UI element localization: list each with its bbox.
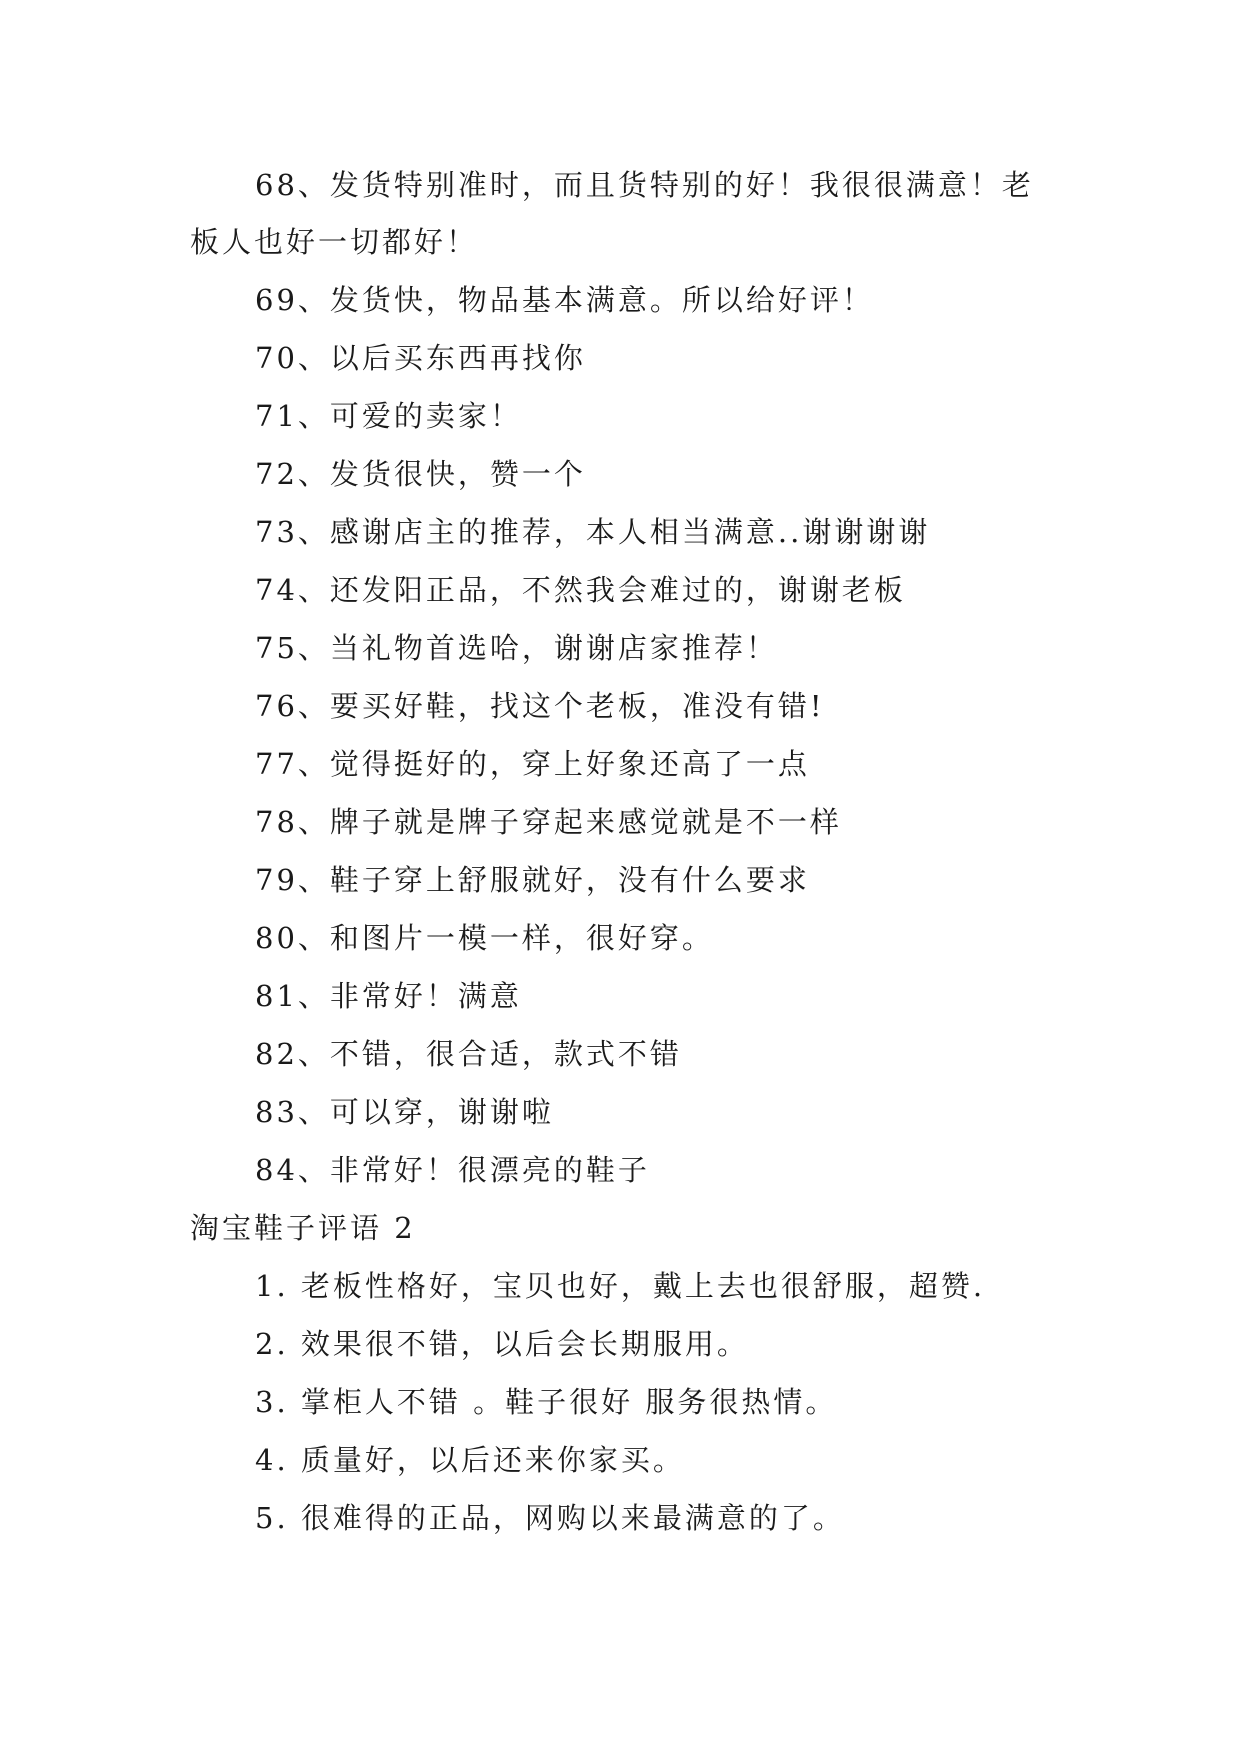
item-number: 69、 — [255, 283, 330, 317]
list-item — [255, 1498, 845, 1538]
list-item — [255, 1092, 554, 1132]
item-text: 很难得的正品，网购以来最满意的了。 — [300, 1501, 845, 1535]
list-item — [255, 396, 522, 436]
item-number: 5. — [255, 1501, 289, 1535]
section-title: 淘宝鞋子评语 2 — [190, 1211, 416, 1245]
item-number: 74、 — [255, 573, 330, 607]
item-text: 质量好，以后还来你家买。 — [300, 1443, 685, 1477]
item-number: 68、 — [255, 168, 330, 202]
item-text: 非常好！满意 — [329, 979, 522, 1013]
item-text: 以后买东西再找你 — [329, 341, 586, 375]
list-item — [255, 570, 906, 610]
item-text: 老板性格好，宝贝也好，戴上去也很舒服，超赞. — [300, 1269, 986, 1303]
list-item — [255, 512, 930, 552]
item-text: 发货特别准时，而且货特别的好！我很很满意！老 — [329, 168, 1034, 202]
item-text: 牌子就是牌子穿起来感觉就是不一样 — [329, 805, 842, 839]
list-item — [255, 165, 1034, 205]
list-item — [255, 1034, 682, 1074]
item-text: 要买好鞋，找这个老板，准没有错! — [329, 689, 825, 723]
item-text: 不错，很合适，款式不错 — [329, 1037, 682, 1071]
item-number: 71、 — [255, 399, 330, 433]
item-text: 发货很快，赞一个 — [329, 457, 586, 491]
item-number: 78、 — [255, 805, 330, 839]
item-text: 可爱的卖家！ — [329, 399, 522, 433]
item-number: 75、 — [255, 631, 330, 665]
list-item — [255, 454, 586, 494]
item-number: 70、 — [255, 341, 330, 375]
item-number: 2. — [255, 1327, 289, 1361]
list-item — [255, 918, 714, 958]
item-number: 76、 — [255, 689, 330, 723]
item-number: 77、 — [255, 747, 330, 781]
item-text: 觉得挺好的，穿上好象还高了一点 — [329, 747, 810, 781]
item-text: 当礼物首选哈，谢谢店家推荐！ — [329, 631, 778, 665]
item-number: 73、 — [255, 515, 330, 549]
item-number: 80、 — [255, 921, 330, 955]
item-text: 发货快，物品基本满意。所以给好评！ — [329, 283, 874, 317]
item-text: 非常好！很漂亮的鞋子 — [329, 1153, 650, 1187]
item-number: 79、 — [255, 863, 330, 897]
list-item — [255, 1150, 650, 1190]
list-item — [255, 628, 778, 668]
item-text: 和图片一模一样，很好穿。 — [329, 921, 714, 955]
item-number: 4. — [255, 1443, 289, 1477]
item-text: 效果很不错，以后会长期服用。 — [300, 1327, 749, 1361]
list-item — [255, 338, 586, 378]
item-text: 掌柜人不错 。鞋子很好 服务很热情。 — [300, 1385, 838, 1419]
item-text: 感谢店主的推荐，本人相当满意..谢谢谢谢 — [329, 515, 931, 549]
list-item — [255, 802, 842, 842]
item-number: 82、 — [255, 1037, 330, 1071]
list-item — [255, 1266, 985, 1306]
list-item — [255, 1324, 749, 1364]
list-item — [255, 1382, 837, 1422]
list-item — [255, 686, 825, 726]
list-item-continuation: 板人也好一切都好！ — [190, 225, 479, 259]
item-text: 鞋子穿上舒服就好，没有什么要求 — [329, 863, 810, 897]
list-item — [255, 976, 522, 1016]
item-number: 1. — [255, 1269, 289, 1303]
item-number: 83、 — [255, 1095, 330, 1129]
item-number: 84、 — [255, 1153, 330, 1187]
item-number: 81、 — [255, 979, 330, 1013]
item-number: 72、 — [255, 457, 330, 491]
item-number: 3. — [255, 1385, 289, 1419]
list-item — [255, 860, 810, 900]
item-text: 可以穿，谢谢啦 — [329, 1095, 554, 1129]
list-item — [255, 744, 810, 784]
list-item — [255, 1440, 685, 1480]
item-text: 还发阳正品，不然我会难过的，谢谢老板 — [329, 573, 906, 607]
list-item — [255, 280, 874, 320]
